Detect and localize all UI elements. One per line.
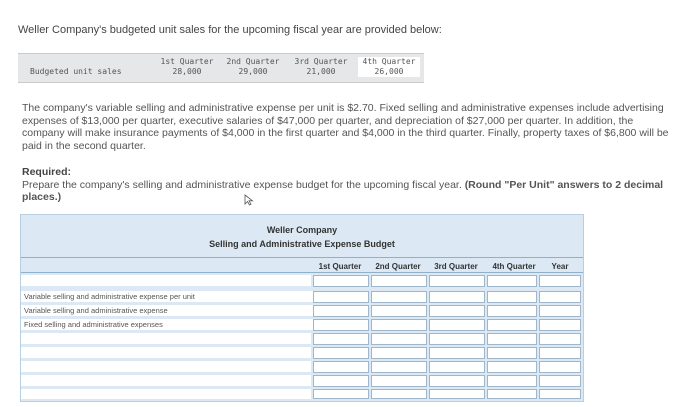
row-label-variable-expense: Variable selling and administrative expense xyxy=(21,305,314,316)
amount-input-cell[interactable] xyxy=(429,361,485,373)
amount-input-cell[interactable] xyxy=(487,375,537,387)
amount-input-cell[interactable] xyxy=(371,347,427,359)
amount-input-cell[interactable] xyxy=(487,347,537,359)
amount-input-cell[interactable] xyxy=(313,361,369,373)
column-header-q4: 4th Quarter xyxy=(492,262,536,271)
intro-text: Weller Company's budgeted unit sales for the upcoming fiscal year are provided below: xyxy=(18,24,442,36)
amount-input-cell[interactable] xyxy=(539,319,581,331)
amount-input-cell[interactable] xyxy=(487,333,537,345)
budget-company-name: Weller Company xyxy=(266,225,338,235)
row-label-variable-per-unit: Variable selling and administrative expense per unit xyxy=(21,291,314,302)
required-instruction: Prepare the company's selling and administrative expense budget for the upcoming fiscal year. (Round "Per Unit" answers to 2 decimal places.) xyxy=(22,178,664,203)
column-header-year: Year xyxy=(551,262,569,271)
sales-quarter-3: 3rd Quarter 21,000 xyxy=(294,57,348,76)
label-row-blank[interactable] xyxy=(21,375,311,386)
amount-input-cell[interactable] xyxy=(313,275,369,287)
budget-title: Selling and Administrative Expense Budget xyxy=(209,239,395,249)
amount-input-cell[interactable] xyxy=(487,319,537,331)
label-row-blank[interactable] xyxy=(21,389,311,399)
header-bottom-rule xyxy=(21,272,583,273)
column-header-q3: 3rd Quarter xyxy=(434,262,478,271)
amount-input-cell[interactable] xyxy=(539,275,581,287)
problem-paragraph: The company's variable selling and administrative expense per unit is $2.70. Fixed selling and administrative expenses include advertising expenses of $13,000 per quarter, executive salaries of $47,000 per quarter, and depreciation of $27,000 per quarter. In addition, the company will make insurance payments of $4,000 in the first quarter and $4,000 in the third quarter. Finally, property taxes of $6,800 will be paid in the second quarter. xyxy=(22,102,669,152)
amount-input-cell[interactable] xyxy=(429,347,485,359)
amount-input-cell[interactable] xyxy=(371,275,427,287)
amount-input-cell[interactable] xyxy=(371,375,427,387)
amount-input-cell[interactable] xyxy=(429,375,485,387)
amount-input-cell[interactable] xyxy=(429,389,485,399)
row-label-fixed-expenses: Fixed selling and administrative expenses xyxy=(21,319,314,330)
amount-input-cell[interactable] xyxy=(429,333,485,345)
amount-input-cell[interactable] xyxy=(371,389,427,399)
amount-input-cell[interactable] xyxy=(313,333,369,345)
unit-sales-row-label: Budgeted unit sales xyxy=(30,67,122,76)
required-heading: Required: xyxy=(22,166,72,178)
amount-input-cell[interactable] xyxy=(371,361,427,373)
amount-input-cell[interactable] xyxy=(487,275,537,287)
amount-input-cell[interactable] xyxy=(371,319,427,331)
amount-input-cell[interactable] xyxy=(429,319,485,331)
blank-row xyxy=(21,275,311,286)
amount-input-cell[interactable] xyxy=(539,291,581,303)
required-section xyxy=(22,166,672,204)
rounding-note: (Round "Per Unit" answers to 2 decimal places.) xyxy=(22,178,664,203)
amount-input-cell[interactable] xyxy=(371,333,427,345)
label-row-blank[interactable] xyxy=(21,333,311,344)
amount-input-cell[interactable] xyxy=(539,361,581,373)
sales-quarter-1: 1st Quarter 28,000 xyxy=(160,57,214,76)
amount-input-cell[interactable] xyxy=(313,375,369,387)
sales-quarter-2: 2nd Quarter 29,000 xyxy=(226,57,280,76)
header-top-rule xyxy=(21,257,583,258)
budget-worksheet xyxy=(20,214,584,402)
amount-input-cell[interactable] xyxy=(539,305,581,317)
label-row-blank[interactable] xyxy=(21,361,311,372)
amount-input-cell[interactable] xyxy=(539,389,581,399)
unit-sales-table xyxy=(18,53,424,83)
amount-input-cell[interactable] xyxy=(487,291,537,303)
amount-input-cell[interactable] xyxy=(539,333,581,345)
amount-input-cell[interactable] xyxy=(371,291,427,303)
amount-input-cell[interactable] xyxy=(429,291,485,303)
amount-input-cell[interactable] xyxy=(313,389,369,399)
column-header-q2: 2nd Quarter xyxy=(375,262,421,271)
amount-input-cell[interactable] xyxy=(313,319,369,331)
amount-input-cell[interactable] xyxy=(429,305,485,317)
amount-input-cell[interactable] xyxy=(487,361,537,373)
amount-input-cell[interactable] xyxy=(313,347,369,359)
column-header-q1: 1st Quarter xyxy=(318,262,362,271)
label-row-blank[interactable] xyxy=(21,347,311,358)
sales-quarter-4: 4th Quarter 26,000 xyxy=(358,57,420,77)
amount-input-cell[interactable] xyxy=(539,375,581,387)
amount-input-cell[interactable] xyxy=(539,347,581,359)
amount-input-cell[interactable] xyxy=(487,389,537,399)
amount-input-cell[interactable] xyxy=(313,291,369,303)
amount-input-cell[interactable] xyxy=(313,305,369,317)
amount-input-cell[interactable] xyxy=(487,305,537,317)
amount-input-cell[interactable] xyxy=(371,305,427,317)
amount-input-cell[interactable] xyxy=(429,275,485,287)
mouse-cursor-icon xyxy=(244,194,254,206)
